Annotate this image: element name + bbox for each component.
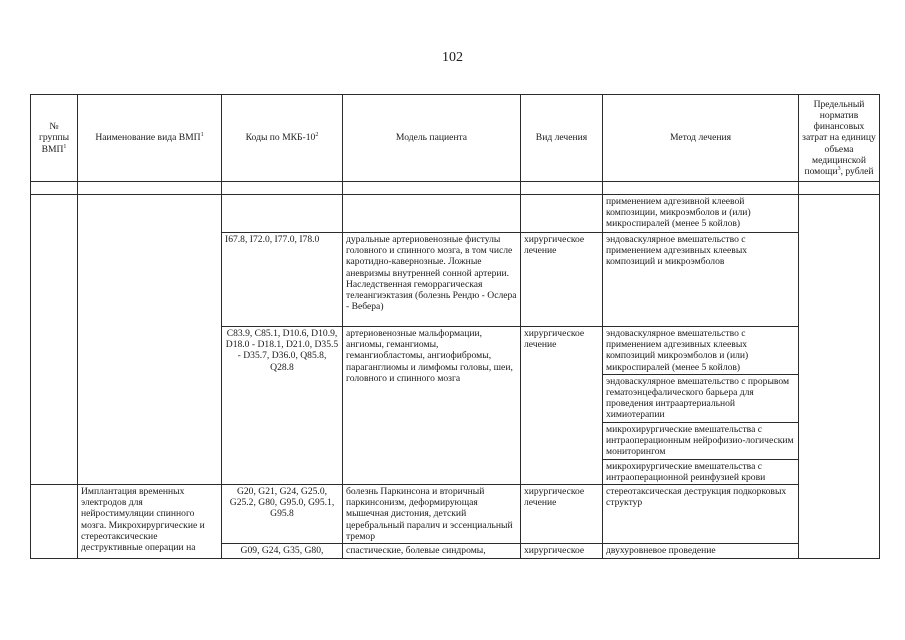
name-cell: Имплантация временных электродов для нейростимуляции спинного мозга. Микрохирургические и стереотаксические деструктивные операции на (78, 485, 222, 559)
codes-cell: C83.9, C85.1, D10.6, D10.9, D18.0 - D18.1, D21.0, D35.5 - D35.7, D36.0, Q85.8, Q28.8 (222, 327, 343, 485)
cost-cell (799, 195, 880, 559)
group-no-cell (31, 485, 78, 559)
header-cost: Предельный норматив финансовых затрат на единицу объема медицинской помощи$^3$, рублей (799, 95, 880, 182)
header-name: Наименование вида ВМП$^1$ (78, 95, 222, 182)
model-cell (343, 195, 521, 233)
model-cell: артериовенозные мальформации, ангиомы, гемангиомы, гемангиобластомы, ангиофибромы, параганглиомы и лимфомы головы, шеи, головного и спинного мозга (343, 327, 521, 485)
header-codes: Коды по МКБ-$10^2$ (222, 95, 343, 182)
page-number: 102 (442, 50, 463, 65)
model-cell: спастические, болевые синдромы, (343, 544, 521, 559)
method-cell: микрохирургические вмешательства с интраоперационным нейрофизио-логическим мониторингом (603, 422, 799, 459)
header-group-no: № группы ВМП$^1$ (31, 95, 78, 182)
method-cell: стереотаксическая деструкция подкорковых структур (603, 485, 799, 544)
treatment-cell: хирургическое лечение (521, 327, 603, 485)
table-row (31, 485, 880, 544)
header-patient-model: Модель пациента (343, 95, 521, 182)
method-cell: микрохирургические вмешательства с интраоперационной реинфузией крови (603, 459, 799, 484)
header-row (31, 95, 880, 182)
vmp-table (30, 94, 880, 559)
method-cell: применением адгезивной клеевой композиции, микроэмболов и (или) микроспиралей (менее 5 койлов) (603, 195, 799, 233)
model-cell: болезнь Паркинсона и вторичный паркинсонизм, деформирующая мышечная дистония, детский церебральный паралич и эссенциальный тремор (343, 485, 521, 544)
treatment-cell (521, 195, 603, 233)
treatment-cell: хирургическое лечение (521, 233, 603, 327)
table-row (31, 195, 880, 233)
codes-cell (222, 195, 343, 233)
empty-row (31, 182, 880, 195)
treatment-cell: хирургическое лечение (521, 485, 603, 544)
method-cell: эндоваскулярное вмешательство с применением адгезивных клеевых композиций и микроэмболов (603, 233, 799, 327)
header-treatment-type: Вид лечения (521, 95, 603, 182)
codes-cell: G20, G21, G24, G25.0, G25.2, G80, G95.0, G95.1, G95.8 (222, 485, 343, 544)
method-cell: двухуровневое проведение (603, 544, 799, 559)
group-no-cell (31, 195, 78, 485)
header-method: Метод лечения (603, 95, 799, 182)
codes-cell: G09, G24, G35, G80, (222, 544, 343, 559)
name-cell (78, 195, 222, 485)
treatment-cell: хирургическое (521, 544, 603, 559)
method-cell: эндоваскулярное вмешательство с прорывом гематоэнцефалического барьера для проведения интраартериальной химиотерапии (603, 374, 799, 422)
codes-cell: I67.8, I72.0, I77.0, I78.0 (222, 233, 343, 327)
method-cell: эндоваскулярное вмешательство с применением адгезивных клеевых композиций микроэмболов и (или) микроспиралей (менее 5 койлов) (603, 327, 799, 375)
model-cell: дуральные артериовенозные фистулы головного и спинного мозга, в том числе каротидно-кавернозные. Ложные аневризмы внутренней сонной артерии. Наследственная геморрагическая телеангиэктазия (болезнь Рендю - Ослера - Вебера) (343, 233, 521, 327)
